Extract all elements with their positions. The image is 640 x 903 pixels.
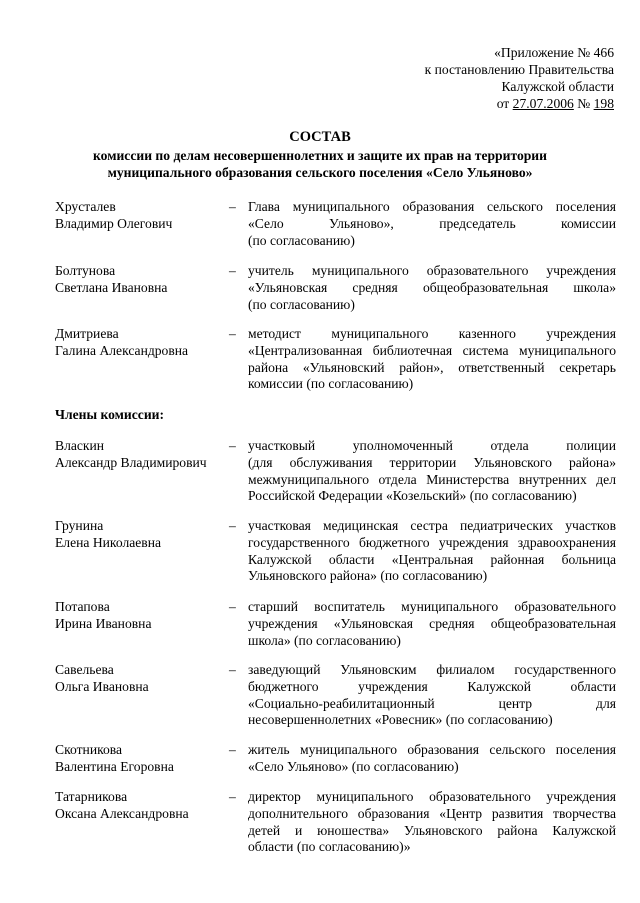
person-surname: Савельева [55, 662, 114, 677]
appendix-line-1: «Приложение № 466 [494, 45, 614, 60]
document-title [0, 129, 640, 181]
entry-dash: – [229, 789, 236, 804]
appendix-number-sign: № [573, 96, 594, 111]
appendix-date: 27.07.2006 [512, 96, 574, 111]
role-line: учитель муниципального образовательного учреждения [248, 263, 616, 278]
role-line: (для обслуживания территории Ульяновского района» [248, 454, 616, 470]
role-line: Ульяновского района» (по согласованию) [248, 568, 488, 584]
role-line: житель муниципального образования сельского поселения [248, 742, 616, 757]
role-line: комиссии (по согласованию) [248, 376, 414, 392]
entry-dash: – [229, 326, 236, 341]
person-name [55, 518, 225, 552]
role-line: «Ульяновская средняя общеобразовательная школа» [248, 279, 616, 295]
role-line: старший воспитатель муниципального образовательного [248, 599, 616, 614]
role-line: «Село Ульяново», председатель комиссии [248, 215, 616, 231]
person-name [55, 742, 225, 776]
entry-dash: – [229, 599, 236, 614]
appendix-number: 198 [593, 96, 614, 111]
person-surname: Хрусталев [55, 199, 116, 214]
person-name [55, 438, 225, 472]
person-given-name: Ирина Ивановна [55, 615, 152, 631]
role-line: методист муниципального казенного учреждения [248, 326, 616, 341]
person-given-name: Светлана Ивановна [55, 279, 168, 295]
appendix-line-3: Калужской области [501, 79, 614, 94]
members-heading: Члены комиссии: [55, 407, 165, 422]
entry-dash: – [229, 263, 236, 278]
role-line: детей и юношества» Ульяновского района Калужской [248, 822, 616, 838]
title-subtitle-line-2: муниципального образования сельского поселения «Село Ульяново» [107, 165, 533, 180]
person-role [248, 599, 616, 649]
person-name [55, 263, 225, 297]
role-line: дополнительного образования «Центр развития творчества [248, 805, 616, 821]
role-line: области (по согласованию)» [248, 839, 411, 855]
person-name [55, 662, 225, 696]
person-surname: Власкин [55, 438, 105, 453]
person-role [248, 438, 616, 505]
entry-dash: – [229, 742, 236, 757]
title-main: СОСТАВ [289, 129, 351, 145]
role-line: (по согласованию) [248, 296, 355, 312]
person-given-name: Владимир Олегович [55, 215, 173, 231]
person-role [248, 662, 616, 729]
person-surname: Потапова [55, 599, 110, 614]
appendix-date-prefix: от [496, 96, 513, 111]
person-role [248, 326, 616, 393]
role-line: «Социально-реабилитационный центр для [248, 695, 616, 711]
person-given-name: Александр Владимирович [55, 454, 207, 470]
role-line: несовершеннолетних «Ровесник» (по согласованию) [248, 712, 553, 728]
role-line: учреждения «Ульяновская средняя общеобразовательная [248, 615, 616, 631]
person-given-name: Валентина Егоровна [55, 758, 174, 774]
person-role [248, 742, 616, 776]
person-role [248, 789, 616, 856]
entry-dash: – [229, 518, 236, 533]
person-name [55, 789, 225, 823]
person-name [55, 599, 225, 633]
role-line: «Село Ульяново» (по согласованию) [248, 758, 459, 774]
role-line: (по согласованию) [248, 232, 355, 248]
person-name [55, 199, 225, 233]
role-line: межмуниципального отдела Министерства внутренних дел [248, 471, 616, 487]
role-line: Глава муниципального образования сельского поселения [248, 199, 616, 214]
person-given-name: Оксана Александровна [55, 805, 189, 821]
appendix-reference [425, 44, 614, 112]
role-line: участковая медицинская сестра педиатрических участков [248, 518, 616, 533]
entry-dash: – [229, 438, 236, 453]
person-surname: Скотникова [55, 742, 123, 757]
role-line: школа» (по согласованию) [248, 632, 401, 648]
role-line: «Централизованная библиотечная система муниципального [248, 342, 616, 358]
person-name [55, 326, 225, 360]
person-role [248, 263, 616, 313]
role-line: бюджетного учреждения Калужской области [248, 678, 616, 694]
entry-dash: – [229, 199, 236, 214]
role-line: заведующий Ульяновским филиалом государственного [248, 662, 616, 677]
title-subtitle-line-1: комиссии по делам несовершеннолетних и защите их прав на территории [93, 148, 547, 163]
appendix-line-2: к постановлению Правительства [424, 62, 614, 77]
entry-dash: – [229, 662, 236, 677]
role-line: участковый уполномоченный отдела полиции [248, 438, 616, 453]
person-surname: Грунина [55, 518, 104, 533]
role-line: директор муниципального образовательного учреждения [248, 789, 616, 804]
person-given-name: Елена Николаевна [55, 534, 162, 550]
role-line: района «Ульяновский район», ответственный секретарь [248, 359, 616, 375]
person-role [248, 518, 616, 585]
person-role [248, 199, 616, 249]
person-surname: Болтунова [55, 263, 116, 278]
appendix-line-4 [425, 95, 614, 112]
role-line: государственного бюджетного учреждения здравоохранения [248, 534, 616, 550]
person-given-name: Галина Александровна [55, 342, 189, 358]
person-surname: Дмитриева [55, 326, 119, 341]
person-surname: Татарникова [55, 789, 128, 804]
person-given-name: Ольга Ивановна [55, 678, 149, 694]
role-line: Калужской области «Центральная районная больница [248, 551, 616, 567]
role-line: Российской Федерации «Козельский» (по согласованию) [248, 488, 577, 504]
